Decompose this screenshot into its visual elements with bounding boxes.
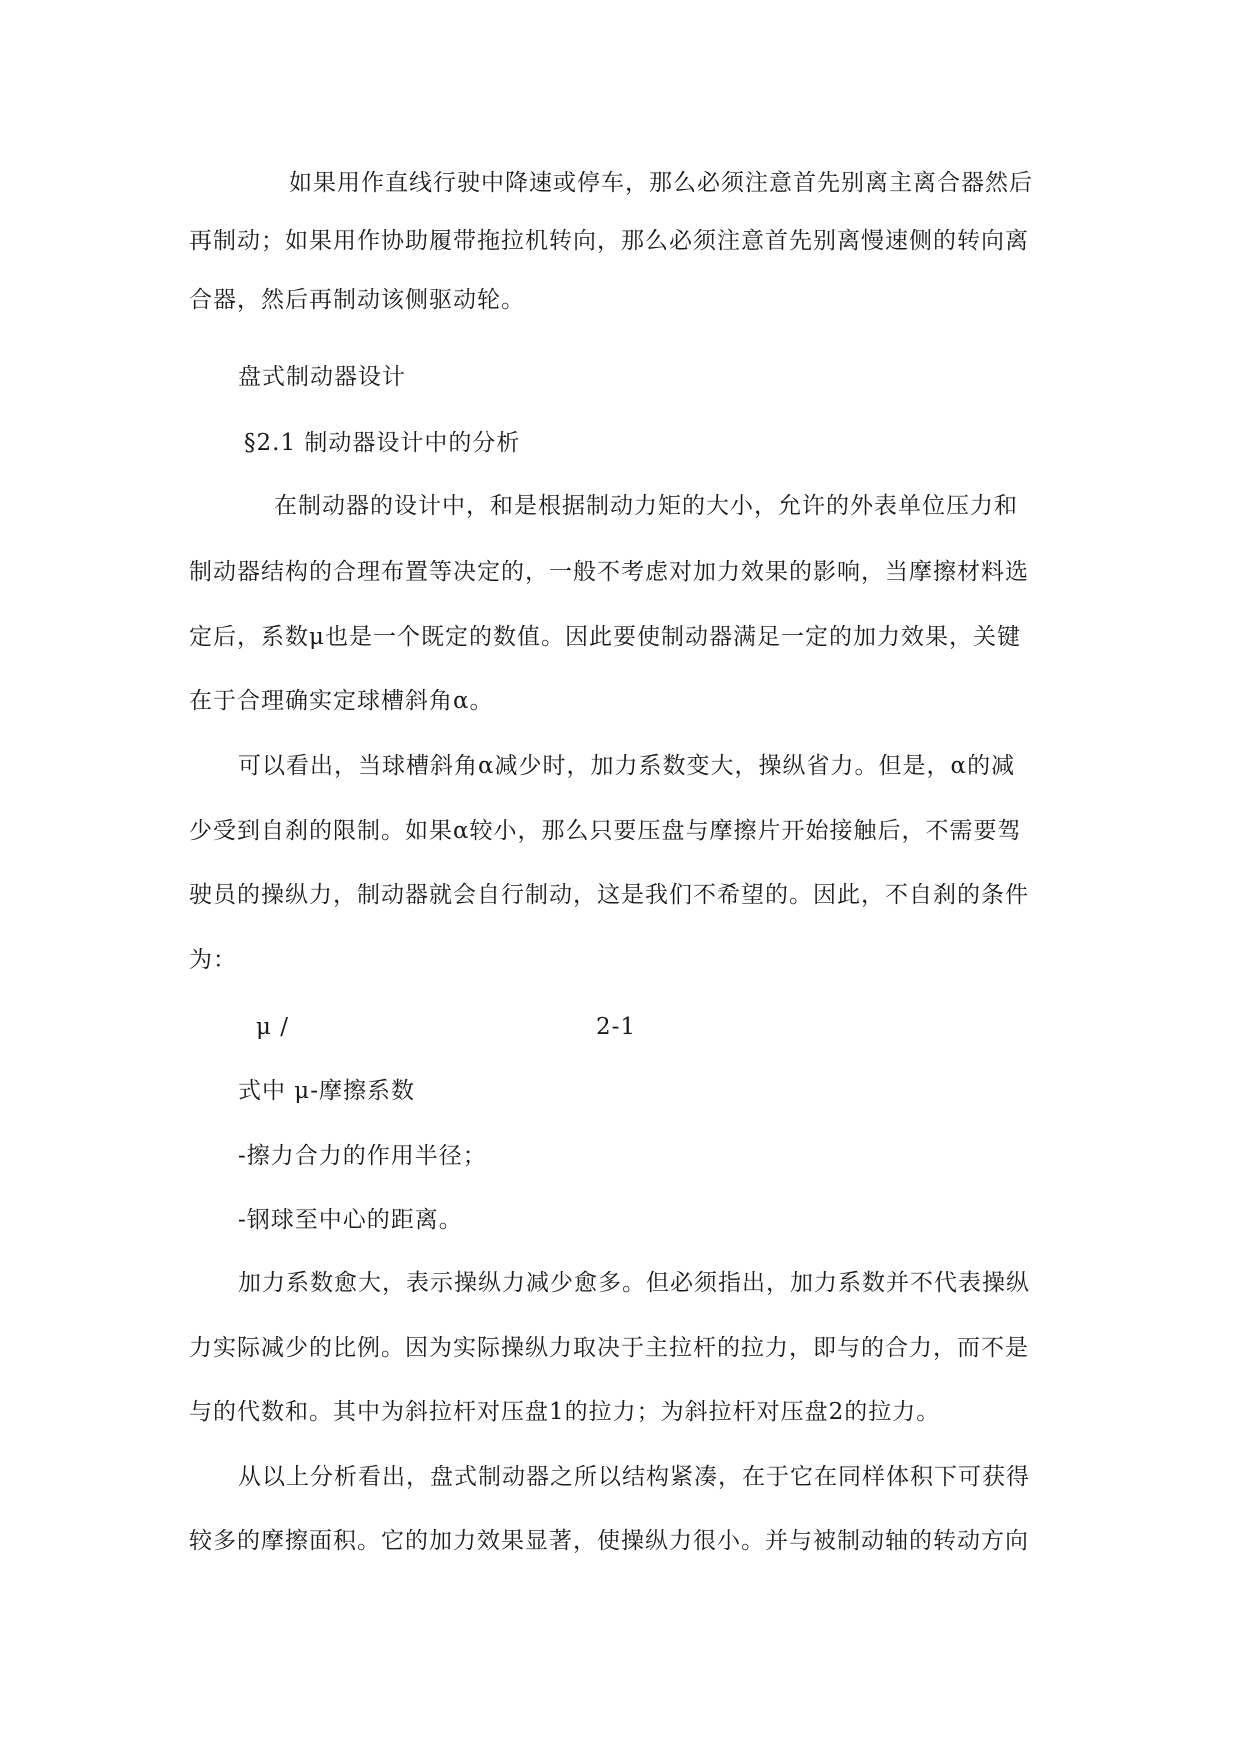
paragraph-line: 合器，然后再制动该侧驱动轮。 <box>189 287 525 313</box>
paragraph-line: -擦力合力的作用半径； <box>238 1143 487 1169</box>
paragraph-line: -钢球至中心的距离。 <box>238 1207 463 1233</box>
paragraph-line: 再制动；如果用作协助履带拖拉机转向，那么必须注意首先别离慢速侧的转向离 <box>189 228 1029 254</box>
paragraph-line: 式中 μ-摩擦系数 <box>238 1078 416 1104</box>
paragraph-line: 力实际减少的比例。因为实际操纵力取决于主拉杆的拉力，即与的合力，而不是 <box>189 1335 1029 1361</box>
paragraph-line: 如果用作直线行驶中降速或停车，那么必须注意首先别离主离合器然后 <box>289 170 1033 196</box>
section-heading: 盘式制动器设计 <box>238 364 406 390</box>
paragraph-line: 定后，系数μ也是一个既定的数值。因此要使制动器满足一定的加力效果，关键 <box>189 624 1021 650</box>
paragraph-line: 制动器结构的合理布置等决定的，一般不考虑对加力效果的影响，当摩擦材料选 <box>189 559 1029 585</box>
equation-number: 2-1 <box>596 1014 637 1040</box>
paragraph-line: 可以看出，当球槽斜角α减少时，加力系数变大，操纵省力。但是，α的减 <box>238 753 1016 779</box>
paragraph-line: 为： <box>189 947 237 973</box>
paragraph-line: 在制动器的设计中，和是根据制动力矩的大小，允许的外表单位压力和 <box>274 493 1018 519</box>
paragraph-line: 驶员的操纵力，制动器就会自行制动，这是我们不希望的。因此，不自刹的条件 <box>189 882 1029 908</box>
paragraph-line: 与的代数和。其中为斜拉杆对压盘1的拉力；为斜拉杆对压盘2的拉力。 <box>189 1399 941 1425</box>
subsection-heading: §2.1 制动器设计中的分析 <box>244 430 521 456</box>
paragraph-line: 在于合理确实定球槽斜角α。 <box>189 688 494 714</box>
paragraph-line: 少受到自刹的限制。如果α较小，那么只要压盘与摩擦片开始接触后，不需要驾 <box>189 818 1022 844</box>
paragraph-line: 从以上分析看出，盘式制动器之所以结构紧凑，在于它在同样体积下可获得 <box>238 1464 1030 1490</box>
paragraph-line: 加力系数愈大，表示操纵力减少愈多。但必须指出，加力系数并不代表操纵 <box>238 1270 1030 1296</box>
formula: μ / <box>256 1014 290 1040</box>
paragraph-line: 较多的摩擦面积。它的加力效果显著，使操纵力很小。并与被制动轴的转动方向 <box>189 1528 1029 1554</box>
